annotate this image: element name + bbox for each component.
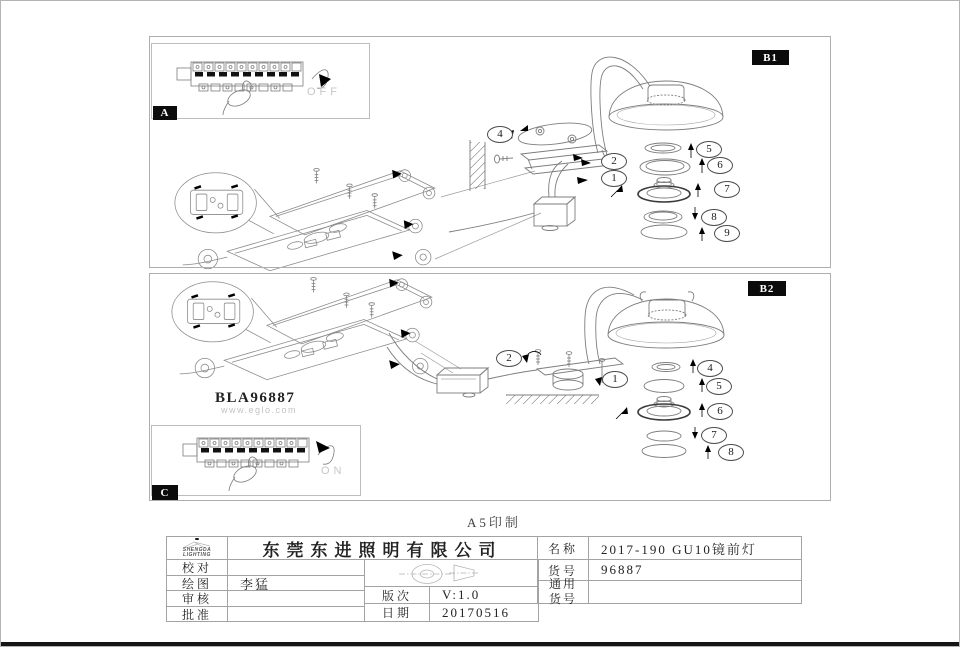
projection-symbol-cell xyxy=(364,559,539,587)
print-note: A5印制 xyxy=(467,515,521,530)
row-approve-label: 批准 xyxy=(166,606,228,622)
item-no-value: 96887 xyxy=(588,559,802,581)
callout-b2-1: 1 xyxy=(602,371,628,388)
callout-b2-4: 4 xyxy=(697,360,723,377)
section-label-b1: B1 xyxy=(752,50,789,65)
website-text: www.eglo.com xyxy=(221,405,298,415)
callout-b1-1: 1 xyxy=(601,170,627,187)
callout-b1-9: 9 xyxy=(714,225,740,242)
page-bottom-rule xyxy=(1,642,960,646)
company-name: 东莞东进照明有限公司 xyxy=(227,536,538,560)
callout-b1-5: 5 xyxy=(696,141,722,158)
row-review-label: 审核 xyxy=(166,590,228,607)
switch-state-on: ON xyxy=(321,465,346,477)
panel-c-frame xyxy=(151,425,361,496)
generic-no-label xyxy=(537,577,589,606)
generic-no-value xyxy=(588,580,802,604)
switch-state-off: OFF xyxy=(307,86,341,98)
logo-text-line2: LIGHTING xyxy=(183,552,211,559)
callout-b2-7: 7 xyxy=(701,427,727,444)
row-approve-value xyxy=(227,606,365,622)
callout-b2-8: 8 xyxy=(718,444,744,461)
section-label-a: A xyxy=(153,106,177,120)
callout-b1-7: 7 xyxy=(714,181,740,198)
section-label-c: C xyxy=(152,485,178,500)
model-code: BLA96887 xyxy=(215,390,296,406)
row-review-value xyxy=(227,590,365,607)
callout-b2-5: 5 xyxy=(706,378,732,395)
section-label-b2: B2 xyxy=(748,281,786,296)
date-value: 20170516 xyxy=(429,603,539,622)
company-logo xyxy=(166,536,228,560)
item-no-label: 货号 xyxy=(537,559,589,581)
product-name-label: 名称 xyxy=(537,536,589,560)
row-proofread-label: 校对 xyxy=(166,559,228,576)
callout-b1-8: 8 xyxy=(701,209,727,226)
callout-b1-4: 4 xyxy=(487,126,513,143)
panel-a-frame xyxy=(151,43,370,119)
logo-dot-icon xyxy=(195,538,199,540)
callout-b2-2: 2 xyxy=(496,350,522,367)
generic-no-label-text: 通用货号 xyxy=(548,577,577,606)
logo-text-line1: SHENGDA xyxy=(182,546,212,553)
product-name-value: 2017-190 GU10镜前灯 xyxy=(588,536,802,560)
version-value: V:1.0 xyxy=(429,586,539,604)
row-drawn-value: 李猛 xyxy=(227,575,365,591)
row-drawn-label: 绘图 xyxy=(166,575,228,591)
version-label: 版次 xyxy=(364,586,430,604)
callout-b1-6: 6 xyxy=(707,157,733,174)
callout-b1-2: 2 xyxy=(601,153,627,170)
callout-b2-6: 6 xyxy=(707,403,733,420)
date-label: 日期 xyxy=(364,603,430,622)
